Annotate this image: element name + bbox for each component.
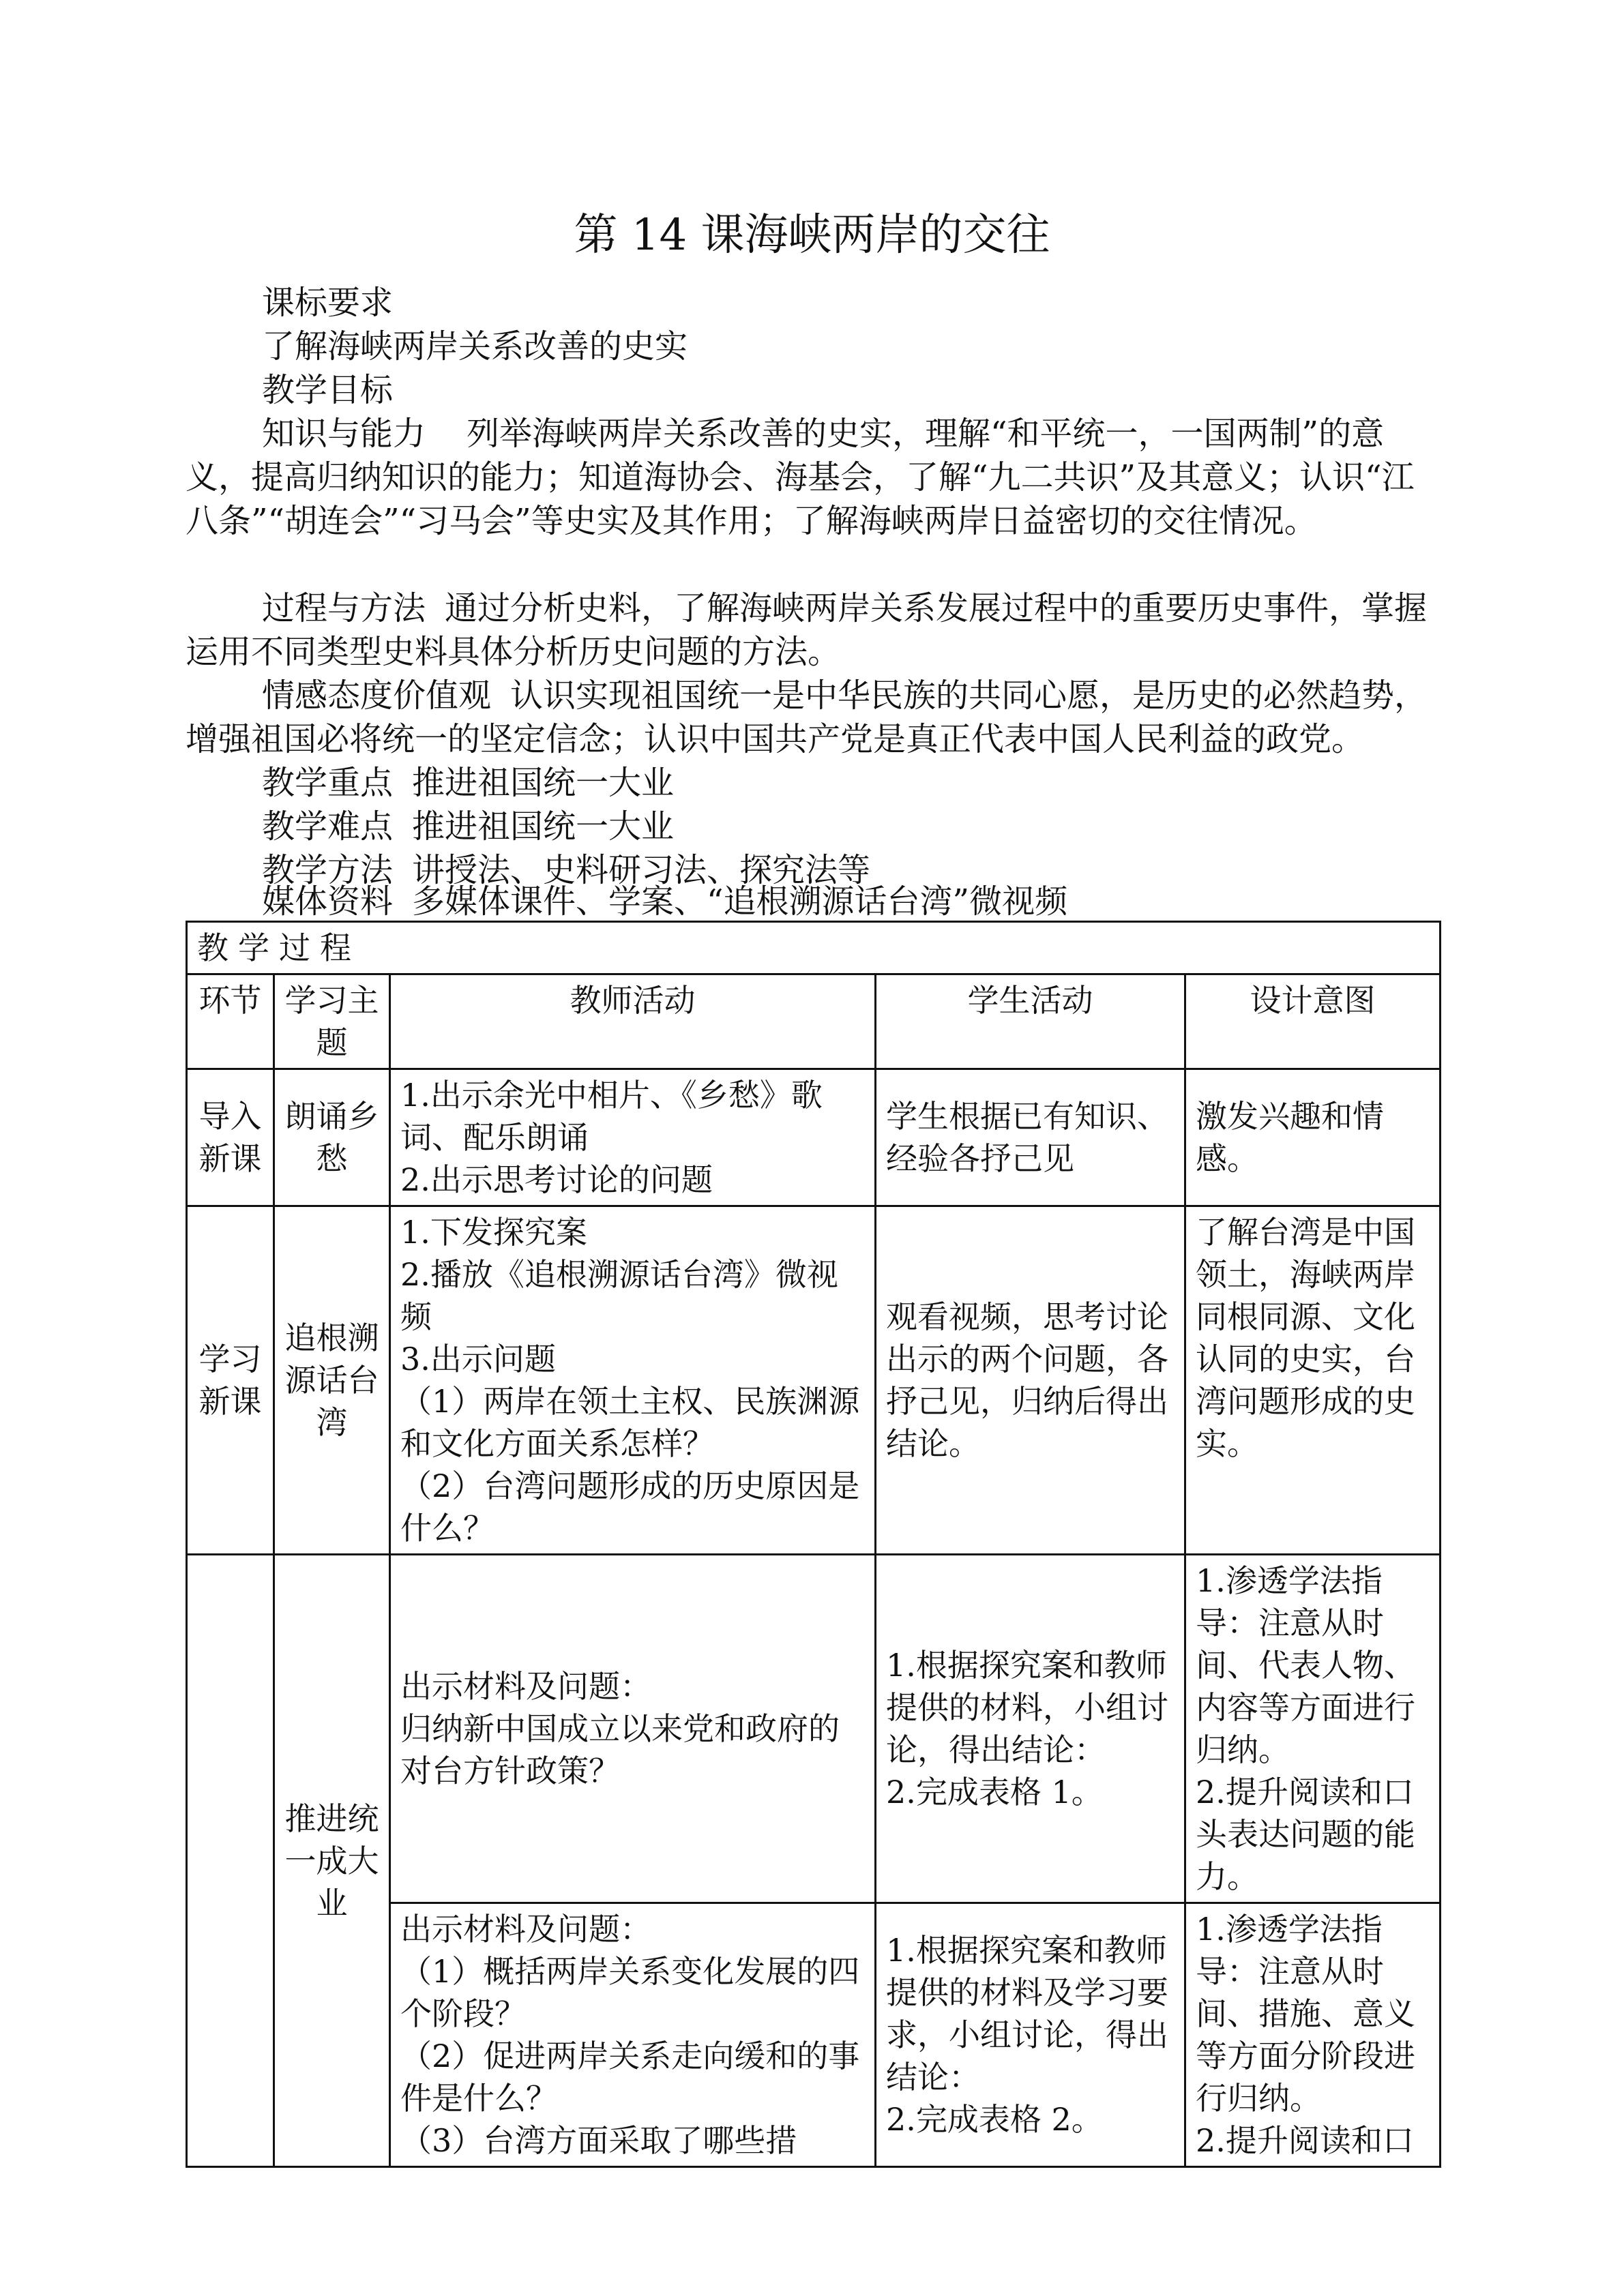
table-row	[187, 1069, 1441, 1206]
intent-line: 1.渗透学法指导：注意从时间、代表人物、内容等方面进行归纳。	[1196, 1562, 1415, 1768]
knowledge-text: 列举海峡两岸关系改善的史实，理解“和平统一，一国两制”的意义，提高归纳知识的能力；知道海协会、海基会，了解“九二共识”及其意义；认识“江八条”“胡连会”“习马会”等史实及其作用；了解海峡两岸日益密切的交往情况。	[186, 415, 1415, 540]
intent-cell: 激发兴趣和情感。	[1185, 1069, 1441, 1206]
key-label: 教学重点	[262, 764, 394, 802]
student-line: 2.完成表格 2。	[886, 2101, 1103, 2138]
teacher-line: 2.播放《追根溯源话台湾》微视频	[400, 1256, 838, 1335]
topic-cell: 追根溯源话台湾	[274, 1206, 390, 1555]
difficulty-label: 教学难点	[262, 807, 394, 846]
media-line	[262, 880, 1067, 923]
student-cell	[876, 1903, 1185, 2167]
stage-cell	[187, 1555, 274, 2167]
teacher-line: 出示材料及问题：	[400, 1911, 651, 1948]
teacher-cell	[390, 1555, 876, 1903]
teacher-line: 1.出示余光中相片、《乡愁》歌词、配乐朗诵	[400, 1077, 823, 1156]
intent-line: 2.提升阅读和口头表达问题的能力。	[1196, 1774, 1415, 1895]
intent-cell	[1185, 1903, 1441, 2167]
table-row	[187, 1555, 1441, 1903]
emotion-label: 情感态度价值观	[262, 676, 492, 715]
difficulty-text: 推进祖国统一大业	[412, 807, 675, 846]
intent-cell	[1185, 1555, 1441, 1903]
objectives-heading: 教学目标	[262, 371, 394, 409]
header-student: 学生活动	[876, 974, 1185, 1069]
topic-cell: 朗诵乡愁	[274, 1069, 390, 1206]
stage-cell: 导入新课	[187, 1069, 274, 1206]
student-cell: 观看视频，思考讨论出示的两个问题，各抒己见，归纳后得出结论。	[876, 1206, 1185, 1555]
process-paragraph	[186, 586, 1441, 674]
teacher-line: （2）促进两岸关系走向缓和的事件是什么？	[400, 2038, 860, 2117]
intent-cell: 了解台湾是中国领土，海峡两岸同根同源、文化认同的史实，台湾问题形成的史实。	[1185, 1206, 1441, 1555]
curriculum-text: 了解海峡两岸关系改善的史实	[262, 327, 688, 366]
teacher-cell	[390, 1206, 876, 1555]
intent-line: 1.渗透学法指导：注意从时间、措施、意义等方面分阶段进行归纳。	[1196, 1911, 1415, 2117]
intent-line: 2.提升阅读和口	[1196, 2122, 1414, 2159]
teacher-line: （1）两岸在领土主权、民族渊源和文化方面关系怎样？	[400, 1383, 860, 1462]
process-label: 过程与方法	[262, 589, 426, 627]
student-line: 1.根据探究案和教师提供的材料及学习要求，小组讨论，得出结论：	[886, 1932, 1168, 2096]
student-line: 1.根据探究案和教师提供的材料，小组讨论，得出结论：	[886, 1647, 1168, 1768]
header-intent: 设计意图	[1185, 974, 1441, 1069]
emotion-text: 认识实现祖国统一是中华民族的共同心愿，是历史的必然趋势，增强祖国必将统一的坚定信念；认识中国共产党是真正代表中国人民利益的政党。	[186, 676, 1428, 758]
teacher-cell	[390, 1069, 876, 1206]
header-topic: 学习主题	[274, 974, 390, 1069]
teacher-line: 出示材料及问题：	[400, 1668, 651, 1705]
method-label: 教学方法	[262, 851, 394, 889]
curriculum-heading: 课标要求	[262, 284, 394, 322]
media-label: 媒体资料	[262, 882, 394, 921]
key-point-line	[262, 761, 674, 805]
teacher-line: （1）概括两岸关系变化发展的四个阶段？	[400, 1953, 860, 2032]
process-text: 通过分析史料，了解海峡两岸关系发展过程中的重要历史事件，掌握运用不同类型史料具体分析历史问题的方法。	[186, 589, 1428, 671]
media-text: 多媒体课件、学案、“追根溯源话台湾”微视频	[412, 882, 1068, 921]
knowledge-label: 知识与能力	[262, 415, 426, 453]
teacher-cell	[390, 1903, 876, 2167]
teacher-line: 3.出示问题	[400, 1341, 556, 1377]
teaching-process-table	[186, 921, 1441, 2168]
topic-cell: 推进统一成大业	[274, 1555, 390, 2167]
teacher-line: （3）台湾方面采取了哪些措	[400, 2122, 797, 2159]
key-text: 推进祖国统一大业	[412, 764, 675, 802]
header-teacher: 教师活动	[390, 974, 876, 1069]
table-row	[187, 1206, 1441, 1555]
difficulty-line	[262, 805, 674, 848]
page-title: 第 14 课海峡两岸的交往	[574, 210, 1050, 260]
knowledge-paragraph	[186, 412, 1441, 543]
student-cell	[876, 1555, 1185, 1903]
method-text: 讲授法、史料研习法、探究法等	[412, 851, 871, 889]
teacher-line: 1.下发探究案	[400, 1214, 587, 1251]
table-title: 教学过程	[187, 922, 1441, 974]
student-cell: 学生根据已有知识、经验各抒己见	[876, 1069, 1185, 1206]
teacher-line: 2.出示思考讨论的问题	[400, 1161, 713, 1198]
teacher-line: （2）台湾问题形成的历史原因是什么？	[400, 1467, 860, 1547]
header-stage: 环节	[187, 974, 274, 1069]
teacher-line: 归纳新中国成立以来党和政府的对台方针政策？	[400, 1710, 840, 1789]
emotion-paragraph	[186, 674, 1441, 761]
stage-cell: 学习新课	[187, 1206, 274, 1555]
student-line: 2.完成表格 1。	[886, 1774, 1103, 1810]
